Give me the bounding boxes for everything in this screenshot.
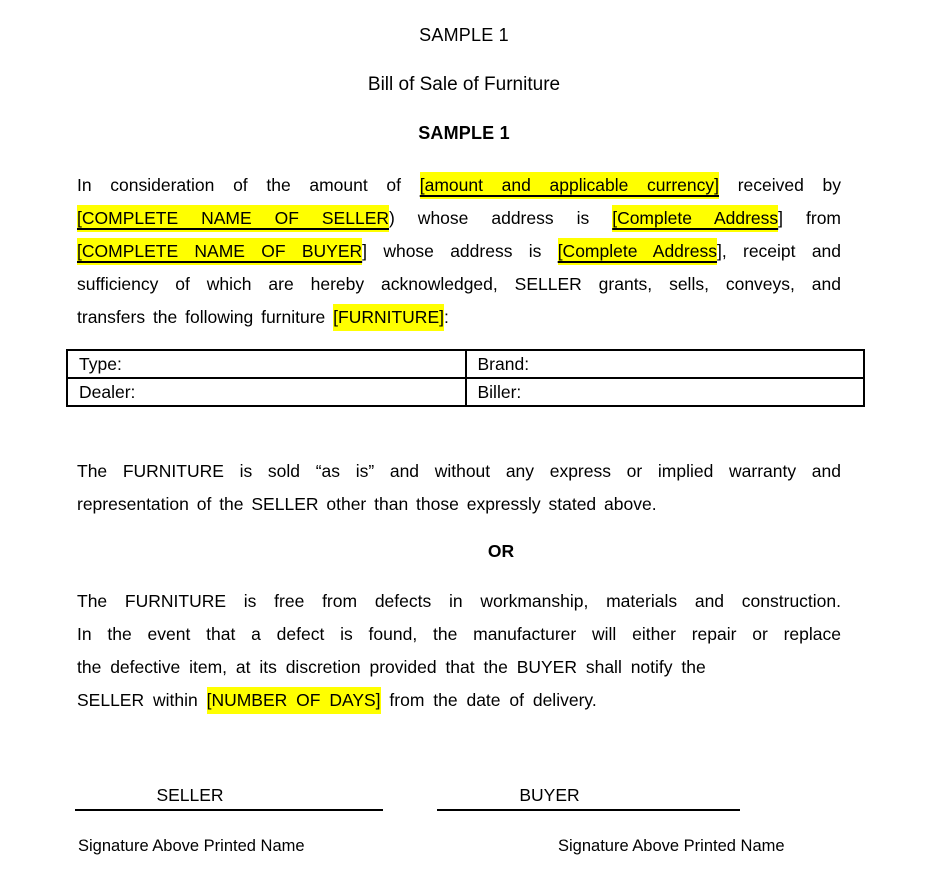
table-row <box>67 350 864 378</box>
text-line <box>77 651 841 684</box>
text-segment: ], receipt and <box>716 241 842 261</box>
placeholder-field[interactable]: [Complete Address <box>558 238 717 265</box>
buyer-signature-caption: Signature Above Printed Name <box>558 837 785 855</box>
text-segment: transfers the following furniture <box>77 307 334 327</box>
text-line <box>77 235 841 268</box>
signature-captions <box>0 836 928 858</box>
text-segment: In the event that a defect is found, the manufacturer will either repair or replace <box>77 624 841 644</box>
sample-label-top: SAMPLE 1 <box>419 25 509 45</box>
buyer-label: BUYER <box>519 785 580 805</box>
text-line <box>77 455 841 488</box>
buyer-signature-line[interactable] <box>437 783 740 811</box>
text-segment: sufficiency of which are hereby acknowledged, SELLER grants, sells, conveys, and <box>77 274 841 294</box>
table-cell-brand[interactable]: Brand: <box>466 350 865 378</box>
text-line <box>77 202 841 235</box>
text-segment: In consideration of the amount of <box>77 175 420 195</box>
text-line <box>77 684 841 717</box>
table-cell-type[interactable]: Type: <box>67 350 466 378</box>
signature-lines <box>0 783 928 811</box>
furniture-table <box>66 349 865 407</box>
placeholder-field[interactable]: [NUMBER OF DAYS] <box>207 687 381 714</box>
text-segment: ] whose address is <box>362 241 558 261</box>
text-line <box>77 488 841 521</box>
table-row <box>67 378 864 406</box>
text-segment: The FURNITURE is free from defects in workmanship, materials and construction. <box>77 591 841 611</box>
text-segment: SELLER within <box>77 690 207 710</box>
seller-signature-caption: Signature Above Printed Name <box>78 837 305 855</box>
table-cell-biller[interactable]: Biller: <box>466 378 865 406</box>
or-heading: OR <box>487 541 515 561</box>
sample-label-bold: SAMPLE 1 <box>418 123 510 143</box>
text-line <box>77 301 841 334</box>
text-segment: received by <box>719 175 842 195</box>
text-segment: ) whose address is <box>389 208 613 228</box>
placeholder-field[interactable]: [Complete Address <box>612 205 778 232</box>
text-segment: The FURNITURE is sold “as is” and without any express or implied warranty and <box>77 461 841 481</box>
placeholder-field[interactable]: [FURNITURE] <box>333 304 444 331</box>
document-title: Bill of Sale of Furniture <box>367 74 561 95</box>
text-segment: ] from <box>778 208 842 228</box>
placeholder-field[interactable]: [COMPLETE NAME OF SELLER <box>77 205 389 232</box>
text-line <box>77 585 841 618</box>
text-segment: representation of the SELLER other than those expressly stated above. <box>77 494 657 514</box>
text-segment: from the date of delivery. <box>380 690 597 710</box>
table-cell-dealer[interactable]: Dealer: <box>67 378 466 406</box>
seller-label: SELLER <box>156 785 224 805</box>
warranty-clause <box>77 585 841 717</box>
intro-paragraph <box>77 169 841 334</box>
text-segment: : <box>443 307 449 327</box>
text-line <box>77 169 841 202</box>
placeholder-field[interactable]: [amount and applicable currency] <box>420 172 719 199</box>
text-line <box>77 618 841 651</box>
text-line <box>77 268 841 301</box>
placeholder-field[interactable]: [COMPLETE NAME OF BUYER <box>77 238 362 265</box>
as-is-clause <box>77 455 841 521</box>
text-segment: the defective item, at its discretion provided that the BUYER shall notify the <box>77 657 706 677</box>
seller-signature-line[interactable] <box>75 783 383 811</box>
